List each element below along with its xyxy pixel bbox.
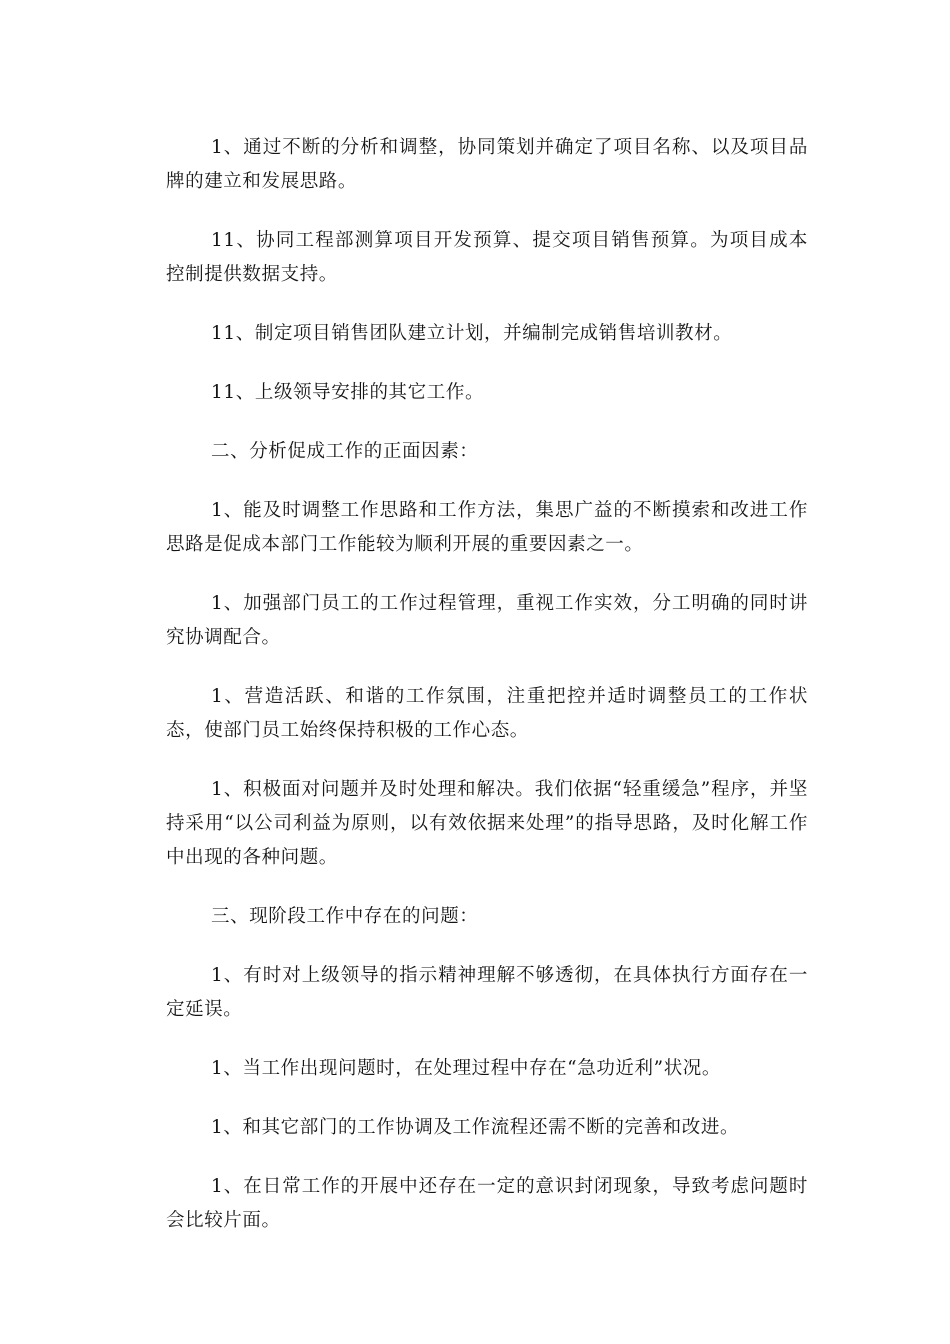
paragraph-other-work: 11、上级领导安排的其它工作。 [211,382,485,403]
paragraph-adjust-thinking: 1、能及时调整工作思路和工作方法，集思广益的不断摸索和改进工作思路是促成本部门工作能较为顺利开展的重要因素之一。 [166,500,808,555]
paragraph-quick-success: 1、当工作出现问题时，在处理过程中存在“急功近利”状况。 [211,1058,721,1079]
paragraph-plan-brand: 1、通过不断的分析和调整，协同策划并确定了项目名称、以及项目品牌的建立和发展思路。 [166,137,808,192]
paragraph-process-management: 1、加强部门员工的工作过程管理，重视工作实效，分工明确的同时讲究协调配合。 [166,593,808,648]
document-body [166,131,808,1238]
section-heading-current-problems: 三、现阶段工作中存在的问题： [211,906,479,927]
paragraph-closed-thinking: 1、在日常工作的开展中还存在一定的意识封闭现象，导致考虑问题时会比较片面。 [166,1176,808,1231]
paragraph-problem-solving: 1、积极面对问题并及时处理和解决。我们依据“轻重缓急”程序，并坚持采用“以公司利益为原则，以有效依据来处理”的指导思路，及时化解工作中出现的各种问题。 [166,779,808,868]
paragraph-budget: 11、协同工程部测算项目开发预算、提交项目销售预算。为项目成本控制提供数据支持。 [166,230,808,285]
paragraph-instruction-delay: 1、有时对上级领导的指示精神理解不够透彻，在具体执行方面存在一定延误。 [166,965,808,1020]
paragraph-work-atmosphere: 1、营造活跃、和谐的工作氛围，注重把控并适时调整员工的工作状态，使部门员工始终保持积极的工作心态。 [166,686,808,741]
paragraph-sales-team: 11、制定项目销售团队建立计划，并编制完成销售培训教材。 [211,323,733,344]
section-heading-positive-factors: 二、分析促成工作的正面因素： [211,441,479,462]
paragraph-coordination: 1、和其它部门的工作协调及工作流程还需不断的完善和改进。 [211,1117,740,1138]
